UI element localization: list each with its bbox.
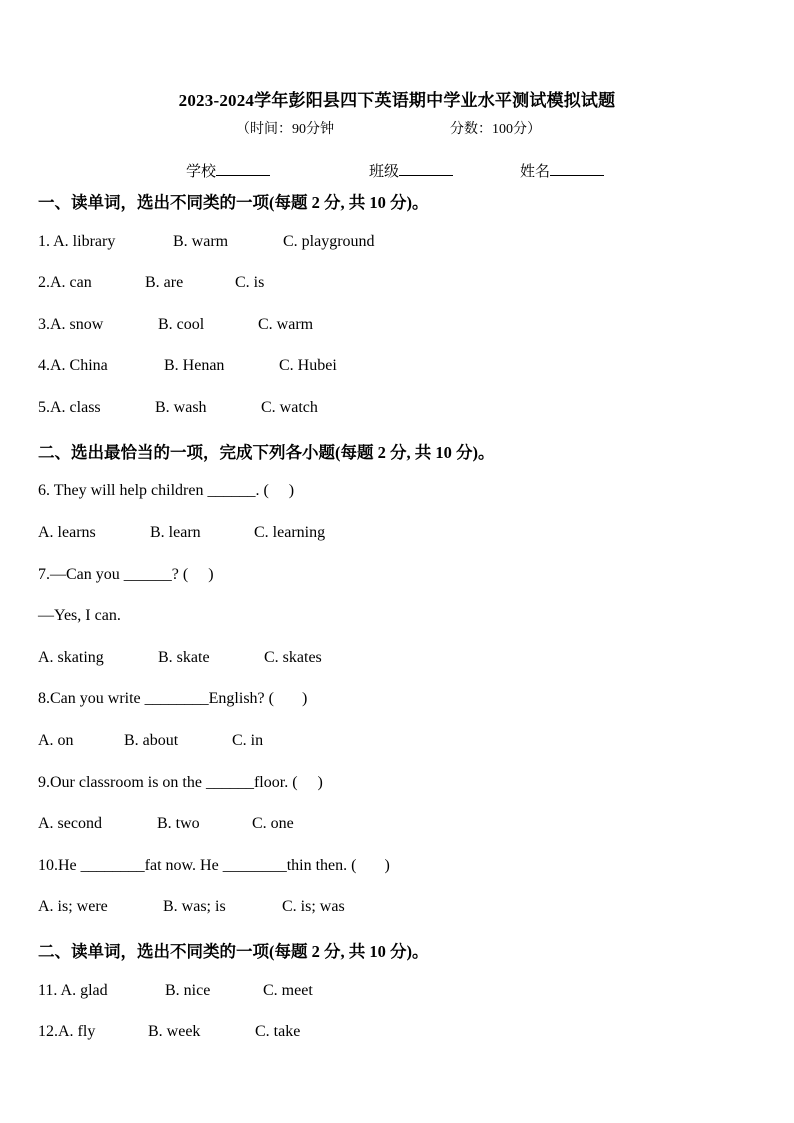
- q3-option-b: B. cool: [158, 316, 205, 333]
- q11-option-b: B. nice: [165, 982, 211, 999]
- q3-option-a: 3.A. snow: [38, 316, 104, 333]
- q4-option-b: B. Henan: [164, 357, 225, 374]
- school-field: [186, 160, 270, 181]
- q4-option-a: 4.A. China: [38, 357, 108, 374]
- q7-option-c: C. skates: [264, 649, 322, 666]
- q7-option-a: A. skating: [38, 649, 104, 666]
- exam-time: （时间：90分钟: [236, 122, 334, 137]
- q2-option-a: 2.A. can: [38, 274, 92, 291]
- q1-option-b: B. warm: [173, 233, 229, 250]
- q9-stem: 9.Our classroom is on the ______floor. ( ): [38, 774, 323, 791]
- q6-stem: 6. They will help children ______. ( ): [38, 482, 295, 499]
- q1-option-c: C. playground: [283, 233, 375, 250]
- q6-option-a: A. learns: [38, 524, 96, 541]
- exam-score: 分数：100分）: [450, 122, 541, 137]
- section-3-title: 二、读单词，选出不同类的一项(每题 2 分, 共 10 分)。: [38, 942, 429, 961]
- q3-option-c: C. warm: [258, 316, 314, 333]
- q1-option-a: 1. A. library: [38, 233, 116, 250]
- section-1-title: 一、读单词，选出不同类的一项(每题 2 分, 共 10 分)。: [38, 193, 429, 212]
- page-title: 2023-2024学年彭阳县四下英语期中学业水平测试模拟试题: [178, 91, 616, 110]
- q11-option-a: 11. A. glad: [38, 982, 108, 999]
- q9-option-a: A. second: [38, 815, 102, 832]
- name-blank: [550, 161, 604, 176]
- q7-stem: 7.—Can you ______? ( ): [38, 566, 214, 583]
- q10-option-a: A. is; were: [38, 898, 108, 915]
- q6-option-b: B. learn: [150, 524, 201, 541]
- q4-option-c: C. Hubei: [279, 357, 337, 374]
- name-field: [520, 160, 604, 181]
- class-label: 班级: [369, 164, 400, 180]
- q12-option-c: C. take: [255, 1023, 301, 1040]
- q7-reply: —Yes, I can.: [38, 607, 121, 624]
- q10-option-b: B. was; is: [163, 898, 226, 915]
- q10-stem: 10.He ________fat now. He ________thin then. ( ): [38, 857, 390, 874]
- q9-option-c: C. one: [252, 815, 294, 832]
- q5-option-a: 5.A. class: [38, 399, 101, 416]
- name-label: 姓名: [520, 164, 551, 180]
- q2-option-b: B. are: [145, 274, 184, 291]
- q7-option-b: B. skate: [158, 649, 210, 666]
- q5-option-c: C. watch: [261, 399, 318, 416]
- q12-option-b: B. week: [148, 1023, 201, 1040]
- section-2-title: 二、选出最恰当的一项，完成下列各小题(每题 2 分, 共 10 分)。: [38, 443, 495, 462]
- class-field: [369, 160, 453, 181]
- school-label: 学校: [186, 164, 217, 180]
- q8-option-c: C. in: [232, 732, 264, 749]
- school-blank: [216, 161, 270, 176]
- q8-stem: 8.Can you write ________English? ( ): [38, 690, 308, 707]
- q5-option-b: B. wash: [155, 399, 207, 416]
- q10-option-c: C. is; was: [282, 898, 345, 915]
- q2-option-c: C. is: [235, 274, 265, 291]
- q11-option-c: C. meet: [263, 982, 313, 999]
- class-blank: [399, 161, 453, 176]
- q8-option-b: B. about: [124, 732, 179, 749]
- q9-option-b: B. two: [157, 815, 200, 832]
- q12-option-a: 12.A. fly: [38, 1023, 96, 1040]
- q8-option-a: A. on: [38, 732, 74, 749]
- q6-option-c: C. learning: [254, 524, 326, 541]
